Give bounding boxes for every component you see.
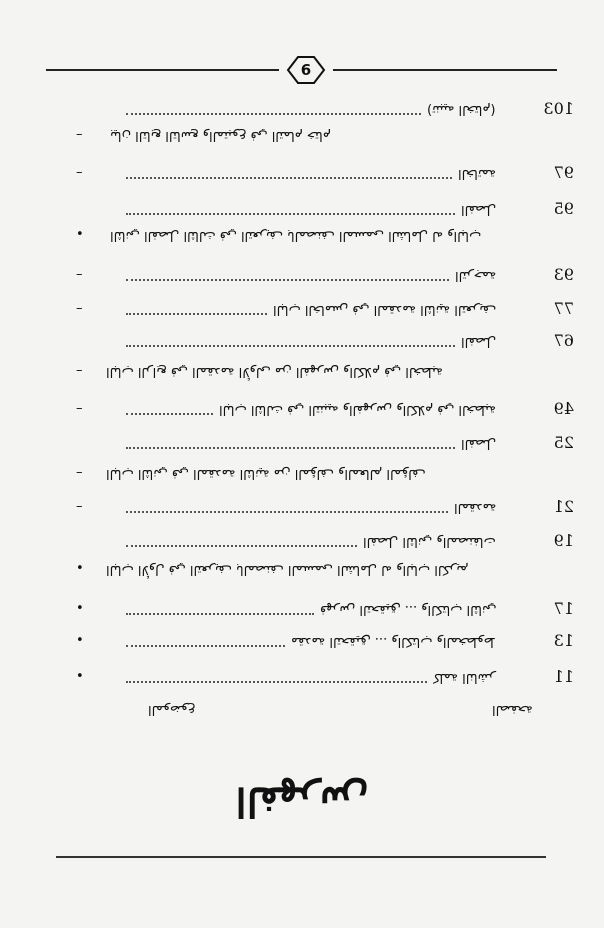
toc-entry-continuation: ﺍﻟﺒﺎﺏ ﺍﻟﺮﺍﺑﻊ ﻓﻲ ﺍﻟﻤﻘﺪﻣﺔ ﺍﻷﻭﻟﻰ ﻣﻦ ﺍﻟﻔﻬﺮﺱ ﻭﺍﻟﻜﻼﻡ ﻓﻲ ﺍﻟﺨﻄﺒﺔ	[106, 364, 443, 379]
toc-row	[36, 358, 552, 384]
toc-entry-title: (ﺗﻨﺒﻴﻪ ﺍﻟﺨﺘﺎﻡ)	[427, 102, 496, 117]
page-title: ﺍﻟﻔﻬﺮﺱ	[235, 778, 369, 825]
column-label-topic: ﺍﻟﻤﻮﺿﻮﻉ	[148, 702, 196, 717]
toc-entry-marker: •	[76, 561, 84, 576]
page-number-badge	[282, 54, 330, 86]
page-number: 6	[300, 61, 312, 79]
toc-page-number: 93	[553, 265, 574, 284]
toc-entry-title: ﺍﻟﻔﺼﻞ ﺍﻟﺜﺎﻧﻲ ﻭﺍﻟﻤﺼﻨﻔﺎﺕ	[363, 534, 496, 549]
toc-entry-title: ﺍﻟﻔﺼﻞ	[460, 436, 496, 451]
toc-leader-dots	[126, 645, 285, 647]
toc-row	[36, 430, 574, 456]
toc-row	[36, 528, 574, 554]
toc-entry-title: ﺍﻟﺒﺎﺏ ﺍﻟﺜﺎﻟﺚ ﻓﻲ ﺍﻟﺘﻨﺒﻴﻪ ﻭﺍﻟﻔﻬﺮﺱ ﻭﺍﻟﻜﻼﻡ ﻓﻲ ﺍﻟﺨﻄﺒﺔ	[219, 402, 496, 417]
toc-leader-dots	[126, 511, 448, 513]
toc-entry-continuation: ﺍﻟﺒﺎﺏ ﺍﻟﺜﺎﻧﻲ ﻓﻲ ﺍﻟﻤﻘﺪﻣﺔ ﺍﻟﺜﺎﻧﻴﺔ ﻣﻦ ﺍﻟﻤﺆﻟﻒ ﻭﺍﻟﻤﻌﺎﻟﻢ ﺍﻟﻤﺆﻟﻒ	[106, 466, 426, 481]
toc-entry-title: ﻛﻠﻤﺔ ﺍﻟﻨﺎﺷﺮ	[433, 670, 496, 685]
toc-leader-dots	[126, 681, 427, 683]
toc-page-number: 21	[553, 497, 574, 516]
toc-leader-dots	[126, 545, 357, 547]
toc-leader-dots	[126, 313, 267, 315]
toc-leader-dots	[126, 613, 314, 615]
toc-row	[36, 296, 574, 322]
bottom-rule	[56, 856, 546, 858]
toc-row	[36, 96, 574, 143]
toc-entry-marker: •	[76, 633, 84, 648]
header-rule-right	[333, 69, 557, 71]
toc-page-number: 19	[553, 531, 574, 550]
toc-leader-dots	[126, 447, 455, 449]
toc-leader-dots	[126, 413, 213, 415]
toc-leader-dots	[126, 213, 455, 215]
toc-entry-marker: –	[76, 267, 83, 282]
toc-entry-marker: –	[76, 301, 83, 316]
toc-entry-continuation: ﺍﻟﺜﺎﻧﻲ ﺍﻟﻔﺼﻞ ﺍﻟﺜﺎﻟﺚ ﻓﻲ ﺍﻟﺘﻌﺮﻳﻒ ﺑﺎﻟﻤﺼﻨﻒ ﺍﻟﻤﺴﻤﻰ ﺍﻟﺸﺎﻣﻞ ﻟﻪ ﻭﺍﻟﺒﺎﺏ	[110, 228, 482, 243]
toc-entry-title: ﺍﻟﻔﺼﻞ	[460, 334, 496, 349]
toc-row	[36, 628, 574, 654]
toc-page-number: 11	[553, 667, 574, 686]
toc-entry-title: ﺍﻟﺒﺎﺏ ﺍﻟﺨﺎﻣﺲ ﻓﻲ ﺍﻟﻤﻘﺪﻣﺔ ﺍﻟﺜﺎﻧﻴﺔ ﺍﻟﺘﻌﺮﻳﻒ	[272, 302, 496, 317]
toc-row	[36, 328, 574, 354]
toc-row	[36, 596, 574, 622]
toc-page-number: 103	[543, 99, 574, 118]
toc-entry-marker: •	[76, 227, 84, 242]
toc-entry-marker: –	[76, 363, 83, 378]
toc-entry-marker: •	[76, 601, 84, 616]
toc-leader-dots	[126, 177, 452, 179]
column-labels	[0, 702, 604, 730]
toc-page-number: 13	[553, 631, 574, 650]
column-label-page: ﺍﻟﺼﻔﺤﺔ	[492, 702, 533, 717]
toc-entry-marker: –	[76, 499, 83, 514]
header-rule-left	[46, 69, 279, 71]
toc-entry-title: ﻣﻘﺪﻣﺔ ﺍﻟﺘﺤﻘﻴﻖ ... ﻭﺍﻟﻜﺘﺎﺏ ﻭﺍﻟﻤﺨﻄﻮﻁ	[291, 634, 496, 649]
toc-entry-marker: –	[76, 465, 83, 480]
toc-leader-dots	[126, 345, 455, 347]
toc-entry-title: ﺍﻟﺘﺮﺟﻤﺔ	[454, 268, 496, 283]
toc-row	[36, 160, 574, 186]
toc-entry-title: ﺍﻟﻤﻘﺪﻣﺔ	[453, 500, 496, 515]
toc-leader-dots	[126, 279, 449, 281]
toc-row	[36, 664, 574, 690]
toc-entry-marker: –	[76, 127, 83, 142]
toc-entry-title: ﻓﻬﺮﺱ ﺍﻟﺘﺤﻘﻴﻖ ... ﻭﺍﻟﻜﺘﺎﺏ ﺍﻟﺜﺎﻧﻲ	[319, 602, 496, 617]
toc-row	[36, 262, 574, 288]
toc-row	[36, 396, 574, 422]
toc-entry-marker: •	[76, 669, 84, 684]
toc-entry-title: ﺍﻟﺨﺎﺗﻤﺔ	[457, 166, 496, 181]
toc-entry-marker: –	[76, 401, 83, 416]
toc-leader-dots	[126, 113, 421, 115]
toc-row	[36, 556, 552, 582]
toc-entry-marker: –	[76, 165, 83, 180]
toc-page-number: 67	[553, 331, 574, 350]
toc-page-number: 49	[553, 399, 574, 418]
toc-page-number: 77	[553, 299, 574, 318]
toc-row	[36, 196, 574, 243]
toc-page-number: 17	[553, 599, 574, 618]
toc-row	[36, 494, 574, 520]
toc-entry-title: ﺍﻟﻔﺼﻞ	[460, 202, 496, 217]
toc-page-number: 95	[553, 199, 574, 218]
toc-page-number: 25	[553, 433, 574, 452]
toc-row	[36, 460, 552, 486]
toc-entry-continuation: ﺑﻴﺎﻥ ﺍﻟﺘﺎﺑﻊ ﺍﻟﺘﺎﺳﻊ ﻭﺍﻟﻤﺘﺒﻮﻉ ﻓﻲ ﺍﻟﺘﻤﺎﻡ ﺧﺘﺎﻡ	[110, 128, 331, 143]
toc-entry-continuation: ﺍﻟﺒﺎﺏ ﺍﻷﻭﻝ ﻓﻲ ﺍﻟﺘﻌﺮﻳﻒ ﺑﺎﻟﻤﺼﻨﻒ ﺍﻟﻤﺴﻤﻰ ﺍﻟﺸﺎﻣﻞ ﻟﻪ ﻭﺍﻟﺒﺎﺏ ﺍﻟﻜﺮﻳﻢ	[106, 562, 469, 577]
toc-page-number: 97	[553, 163, 574, 182]
